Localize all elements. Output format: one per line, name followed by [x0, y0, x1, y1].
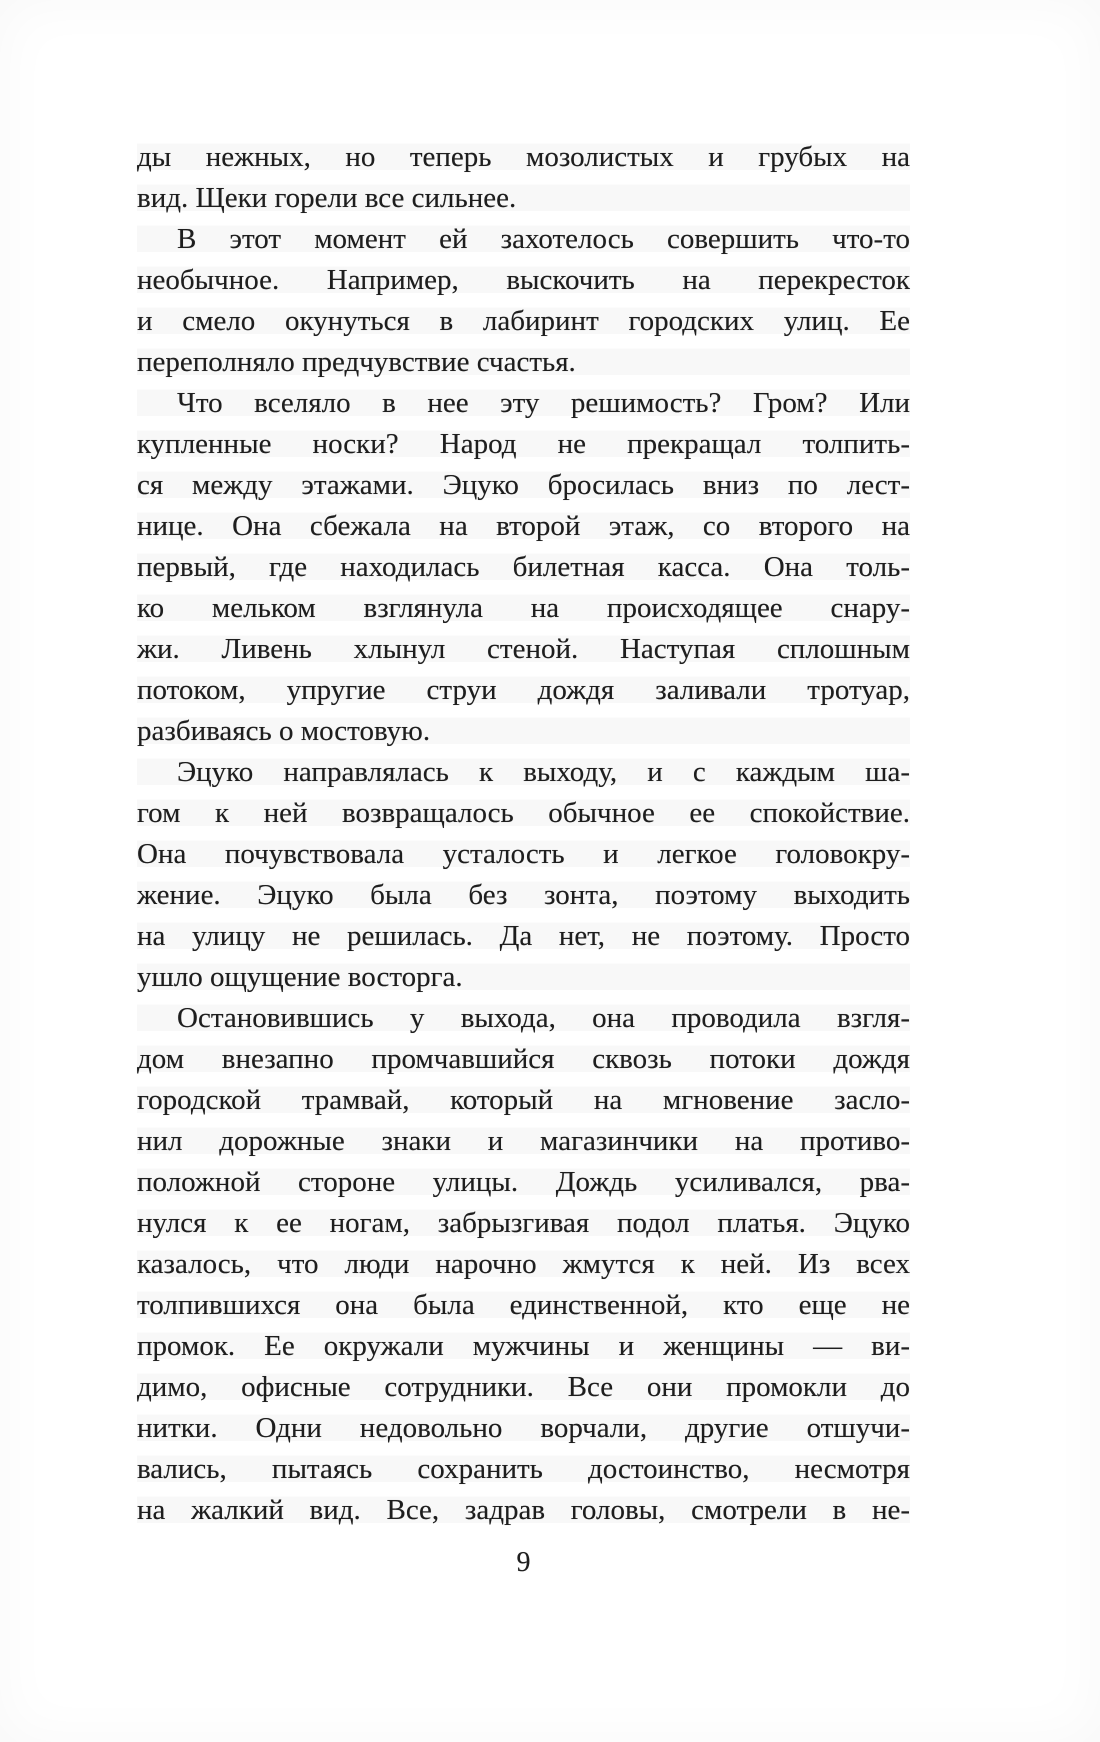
text-line: ушло ощущение восторга. [137, 957, 910, 998]
text-line: нитки. Одни недовольно ворчали, другие отшучи- [137, 1408, 910, 1449]
text-line: Что вселяло в нее эту решимость? Гром? Или [137, 383, 910, 424]
text-line: необычное. Например, выскочить на перекресток [137, 260, 910, 301]
text-line: жи. Ливень хлынул стеной. Наступая сплошным [137, 629, 910, 670]
text-line: ко мельком взглянула на происходящее снару- [137, 588, 910, 629]
text-line: В этот момент ей захотелось совершить что-то [137, 219, 910, 260]
text-line: и смело окунуться в лабиринт городских улиц. Ее [137, 301, 910, 342]
text-line: положной стороне улицы. Дождь усиливался, рва- [137, 1162, 910, 1203]
text-line: нице. Она сбежала на второй этаж, со второго на [137, 506, 910, 547]
text-line: промок. Ее окружали мужчины и женщины — ви- [137, 1326, 910, 1367]
text-line: нулся к ее ногам, забрызгивая подол платья. Эцуко [137, 1203, 910, 1244]
text-line: на жалкий вид. Все, задрав головы, смотрели в не- [137, 1490, 910, 1531]
text-line: Эцуко направлялась к выходу, и с каждым ша- [137, 752, 910, 793]
text-line: ды нежных, но теперь мозолистых и грубых на [137, 137, 910, 178]
text-line: Она почувствовала усталость и легкое головокру- [137, 834, 910, 875]
text-line: гом к ней возвращалось обычное ее спокойствие. [137, 793, 910, 834]
text-line: переполняло предчувствие счастья. [137, 342, 910, 383]
text-line: казалось, что люди нарочно жмутся к ней. Из всех [137, 1244, 910, 1285]
text-line: димо, офисные сотрудники. Все они промокли до [137, 1367, 910, 1408]
text-line: жение. Эцуко была без зонта, поэтому выходить [137, 875, 910, 916]
text-line: вались, пытаясь сохранить достоинство, несмотря [137, 1449, 910, 1490]
text-line: городской трамвай, который на мгновение засло- [137, 1080, 910, 1121]
text-line: потоком, упругие струи дождя заливали тротуар, [137, 670, 910, 711]
text-line: дом внезапно промчавшийся сквозь потоки дождя [137, 1039, 910, 1080]
text-line: толпившихся она была единственной, кто еще не [137, 1285, 910, 1326]
text-line: нил дорожные знаки и магазинчики на противо- [137, 1121, 910, 1162]
text-line: первый, где находилась билетная касса. Она толь- [137, 547, 910, 588]
text-line: купленные носки? Народ не прекращал толпить- [137, 424, 910, 465]
text-line: разбиваясь о мостовую. [137, 711, 910, 752]
page-number: 9 [516, 1547, 531, 1578]
text-line: ся между этажами. Эцуко бросилась вниз по лест- [137, 465, 910, 506]
page-text [137, 137, 910, 1531]
text-line: Остановившись у выхода, она проводила взгля- [137, 998, 910, 1039]
text-line: вид. Щеки горели все сильнее. [137, 178, 910, 219]
text-line: на улицу не решилась. Да нет, не поэтому. Просто [137, 916, 910, 957]
